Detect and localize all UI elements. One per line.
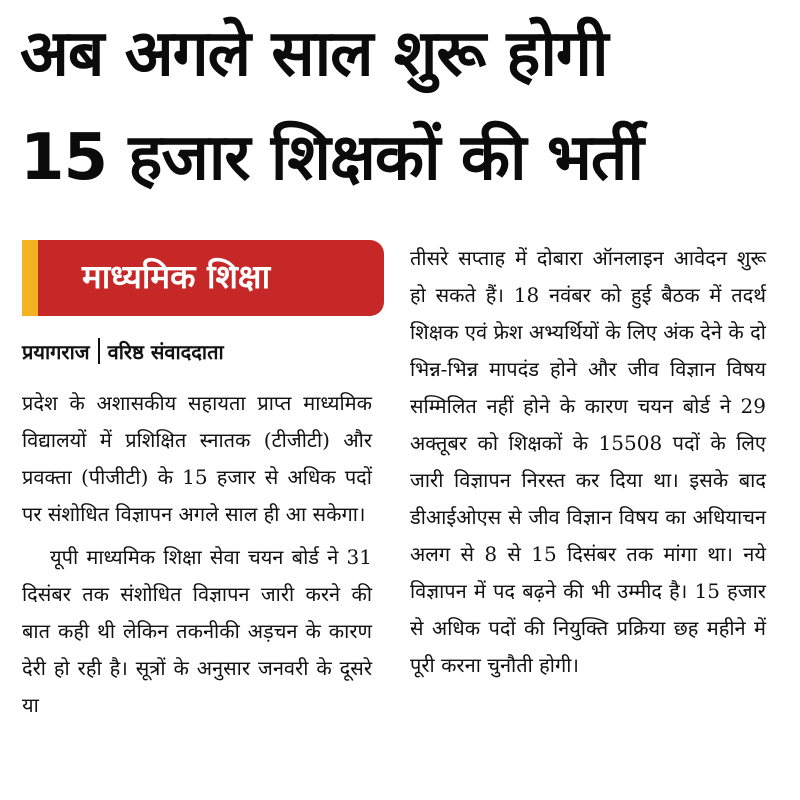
article-paragraph-1: प्रदेश के अशासकीय सहायता प्राप्त माध्यमिक विद्यालयों में प्रशिक्षित स्नातक (टीजीटी) और प्रवक्ता (पीजीटी) के 15 हजार से अधिक पदों पर संशोधित विज्ञापन अगले साल ही आ सकेगा। — [22, 391, 372, 526]
byline-place: प्रयागराज — [22, 340, 90, 364]
byline-reporter: वरिष्ठ संवाददाता — [107, 340, 224, 364]
byline-separator — [98, 338, 100, 364]
headline-line-1: अब अगले साल शुरू होगी — [20, 17, 608, 91]
headline-line-2: 15 हजार शिक्षकों की भर्ती — [20, 121, 643, 195]
headline — [20, 8, 790, 216]
article-left-column — [22, 385, 372, 724]
section-tag — [22, 240, 384, 316]
article-right-column — [410, 240, 766, 684]
byline — [22, 334, 392, 370]
section-tag-label: माध्यमिक शिक्षा — [82, 257, 271, 296]
article-paragraph-3: तीसरे सप्ताह में दोबारा ऑनलाइन आवेदन शुरू हो सकते हैं। 18 नवंबर को हुई बैठक में तदर्थ शिक्षक एवं फ्रेश अभ्यर्थियों के लिए अंक देने के दो भिन्न-भिन्न मापदंड होने और जीव विज्ञान विषय सम्मिलित नहीं होने के कारण चयन बोर्ड ने 29 अक्तूबर को शिक्षकों के 15508 पदों के लिए जारी विज्ञापन निरस्त कर दिया था। इसके बाद डीआईओएस से जीव विज्ञान विषय का अधियाचन अलग से 8 से 15 दिसंबर तक मांगा था। नये विज्ञापन में पद बढ़ने की भी उम्मीद है। 15 हजार से अधिक पदों की नियुक्ति प्रक्रिया छह महीने में पूरी करना चुनौती होगी। — [410, 246, 766, 677]
section-tag-stripe — [22, 240, 38, 316]
article-paragraph-2: यूपी माध्यमिक शिक्षा सेवा चयन बोर्ड ने 31 दिसंबर तक संशोधित विज्ञापन जारी करने की बात कही थी लेकिन तकनीकी अड़चन के कारण देरी हो रही है। सूत्रों के अनुसार जनवरी के दूसरे या — [22, 545, 372, 717]
